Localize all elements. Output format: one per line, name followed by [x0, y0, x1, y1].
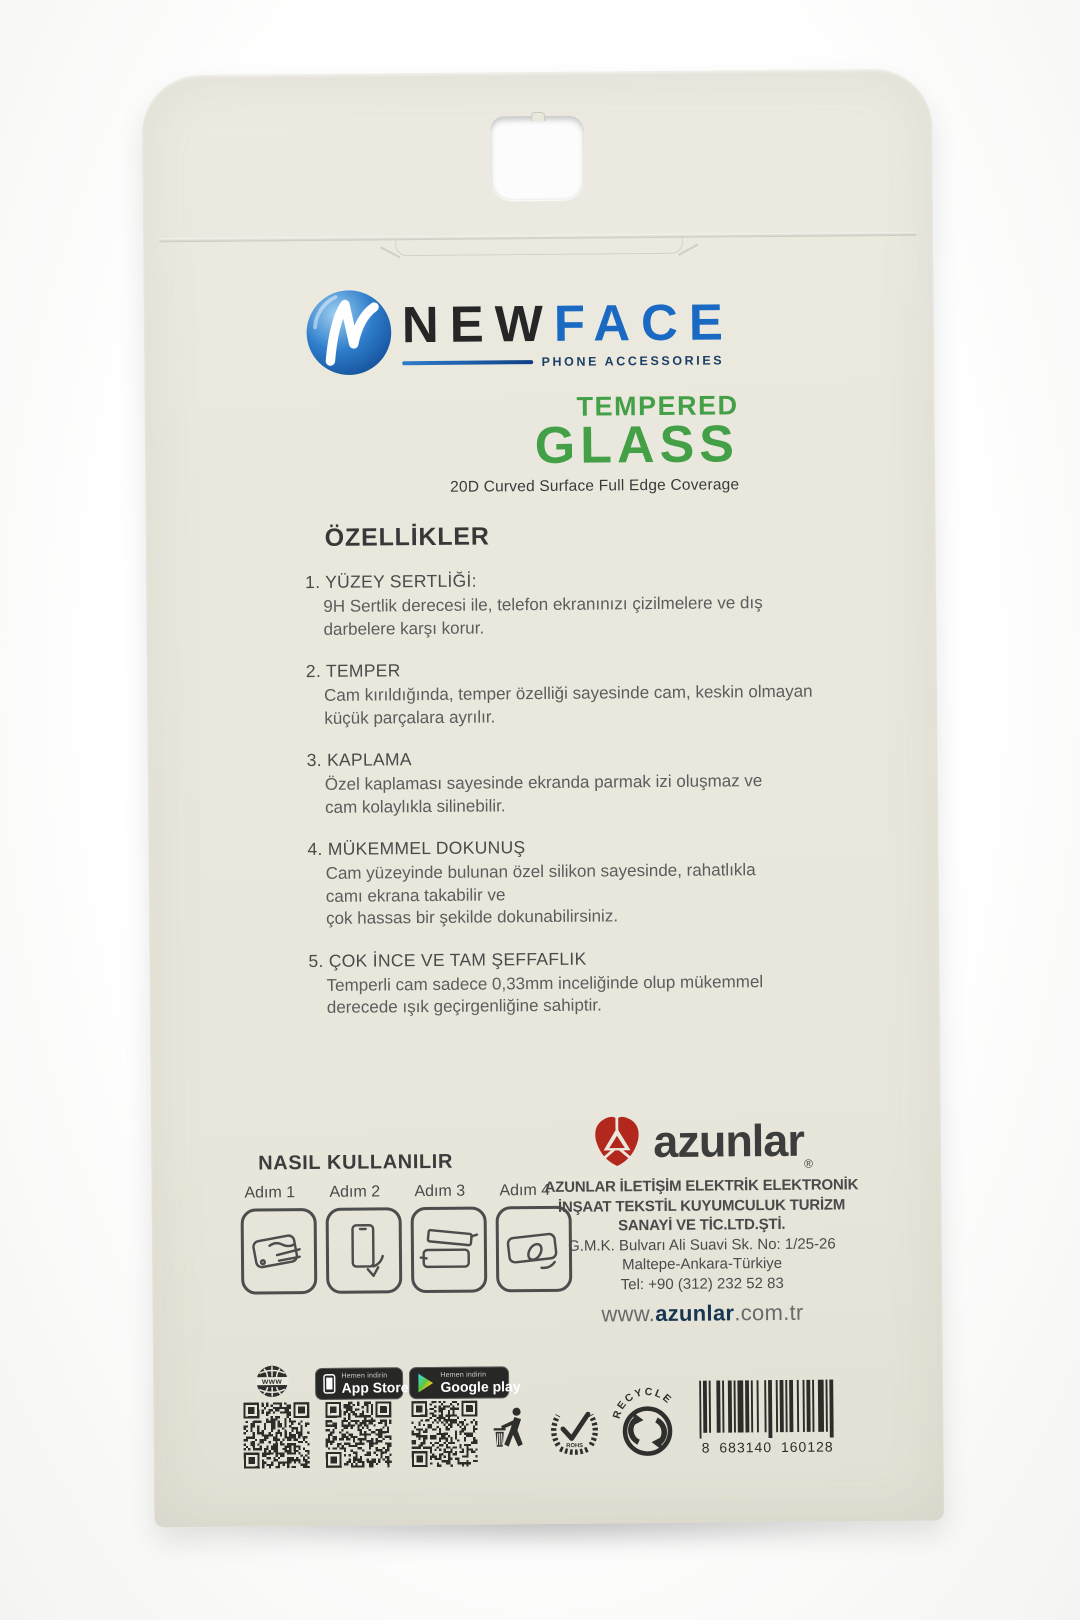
hang-hole-cutout	[490, 116, 585, 201]
feature-title: 1. YÜZEY SERTLİĞİ:	[305, 570, 477, 593]
feature-text: cam kolaylıkla silinebilir.	[324, 795, 506, 817]
features-section	[305, 520, 829, 1039]
brand-name-face: FACE	[553, 293, 735, 352]
badge-small-text: Hemen indirin	[440, 1371, 487, 1379]
rohs-check-icon	[545, 1401, 603, 1458]
address-line: G.M.K. Bulvarı Ali Suavi Sk. No: 1/25-26	[568, 1234, 836, 1255]
www-globe-icon	[255, 1364, 289, 1398]
registered-mark: ®	[803, 1156, 813, 1171]
step-1-pictogram-box	[241, 1208, 318, 1295]
recycle-label: RECYCLE	[611, 1385, 675, 1421]
usage-steps	[240, 1182, 568, 1295]
azunlar-logo	[521, 1111, 881, 1170]
badge-big-text: Google play	[440, 1378, 521, 1396]
product-title-glass: GLASS	[534, 415, 740, 476]
feature-text: darbelere karşı korur.	[323, 618, 485, 639]
feature-item-5	[308, 945, 829, 1020]
step-2-pictogram-box	[326, 1207, 403, 1294]
azunlar-wordmark	[653, 1114, 813, 1171]
step-label: Adım 3	[414, 1182, 466, 1201]
tidyman-trash-icon	[491, 1400, 532, 1460]
brand-name	[401, 293, 735, 354]
barcode	[699, 1379, 836, 1455]
brand-logo	[302, 282, 735, 380]
url-suffix: .com.tr	[734, 1299, 804, 1326]
feature-text: Özel kaplaması sayesinde ekranda parmak izi oluşmaz ve	[324, 771, 763, 794]
google-play-badge	[409, 1366, 521, 1399]
align-glass-icon	[419, 1218, 480, 1283]
address-line: SANAYİ VE TİC.LTD.ŞTİ.	[618, 1215, 786, 1235]
recycle-icon	[611, 1383, 684, 1460]
brand-underline	[402, 360, 533, 365]
qr-code-1	[243, 1402, 310, 1469]
feature-text: derecede ışık geçirgenliğine sahiptir.	[326, 995, 602, 1017]
feature-title: 3. KAPLAMA	[306, 749, 412, 771]
company-address	[521, 1175, 882, 1295]
feature-text: Cam kırıldığında, temper özelliği sayesinde cam, keskin olmayan	[324, 681, 813, 705]
usage-heading: NASIL KULLANILIR	[258, 1150, 454, 1175]
feature-text: 9H Sertlik derecesi ile, telefon ekranınızı çizilmelere ve dış	[323, 593, 763, 616]
tuck-tab-outline	[395, 238, 683, 257]
features-heading: ÖZELLİKLER	[324, 522, 490, 552]
product-package-back	[142, 69, 945, 1528]
url-domain: azunlar	[655, 1300, 735, 1327]
step-label: Adım 1	[244, 1184, 296, 1202]
barcode-digits	[700, 1438, 836, 1455]
azunlar-trefoil-icon	[589, 1113, 645, 1169]
play-triangle-icon	[417, 1373, 435, 1393]
usage-section	[240, 1150, 568, 1295]
barcode-bars	[699, 1379, 836, 1438]
badge-big-text: App Store	[341, 1379, 409, 1397]
feature-text: çok hassas bir şekilde dokunabilirsiniz.	[325, 906, 619, 928]
brand-wordmark	[402, 282, 735, 370]
usage-step-1	[240, 1184, 313, 1295]
phone-line: Tel: +90 (312) 232 52 83	[620, 1274, 784, 1293]
brand-tagline: PHONE ACCESSORIES	[541, 353, 725, 369]
product-title-tempered: TEMPERED	[576, 390, 739, 422]
feature-text: küçük parçalara ayrılır.	[324, 706, 496, 728]
feature-item-1	[305, 567, 826, 642]
app-store-badge-text	[342, 1372, 409, 1395]
newface-sphere-icon	[302, 285, 397, 380]
google-play-badge-text	[440, 1371, 520, 1394]
qr-code-3	[411, 1401, 478, 1468]
address-line: Maltepe-Ankara-Türkiye	[621, 1254, 783, 1274]
peel-film-icon	[334, 1218, 395, 1283]
usage-step-3	[410, 1183, 483, 1294]
website-url	[522, 1299, 882, 1328]
usage-step-2	[325, 1183, 398, 1294]
globe-www-label: www	[261, 1376, 283, 1386]
brand-name-new: NEW	[401, 294, 555, 354]
qr-code-2	[325, 1401, 392, 1468]
feature-title: 4. MÜKEMMEL DOKUNUŞ	[307, 837, 526, 860]
address-line: AZUNLAR İLETİŞİM ELEKTRİK ELEKTRONİK	[544, 1176, 859, 1197]
feature-text: Temperli cam sadece 0,33mm inceliğinde olup mükemmel	[326, 971, 764, 995]
step-label: Adım 4	[499, 1181, 551, 1200]
feature-text: camı ekrana takabilir ve	[325, 884, 506, 906]
feature-text: Cam yüzeyinde bulunan özel silikon sayesinde, rahatlıkla	[325, 860, 756, 883]
clean-screen-icon	[249, 1219, 310, 1284]
feature-item-3	[307, 745, 828, 820]
barcode-group-1: 683140	[719, 1439, 773, 1456]
address-line: İNŞAAT TEKSTİL KUYUMCULUK TURİZM	[557, 1195, 846, 1216]
azunlar-name: azunlar	[653, 1114, 805, 1167]
hang-hole-notch	[531, 112, 545, 121]
feature-item-2	[306, 656, 827, 731]
step-label: Adım 2	[329, 1183, 381, 1201]
feature-item-4	[307, 834, 828, 931]
app-store-badge	[315, 1367, 409, 1400]
phone-outline-icon	[323, 1374, 336, 1394]
brand-tagline-row	[402, 353, 724, 370]
step-3-pictogram-box	[411, 1207, 488, 1294]
barcode-group-2: 160128	[780, 1438, 834, 1455]
barcode-left-digit: 8	[701, 1439, 711, 1456]
feature-title: 2. TEMPER	[305, 660, 401, 682]
distributor-block	[521, 1111, 883, 1328]
product-subtitle: 20D Curved Surface Full Edge Coverage	[450, 476, 740, 496]
rohs-label: ROHS	[566, 1443, 584, 1450]
product-title-block	[449, 392, 739, 496]
feature-title: 5. ÇOK İNCE VE TAM ŞEFFAFLIK	[308, 948, 587, 971]
url-prefix: www.	[601, 1301, 656, 1327]
badge-small-text: Hemen indirin	[341, 1372, 388, 1380]
